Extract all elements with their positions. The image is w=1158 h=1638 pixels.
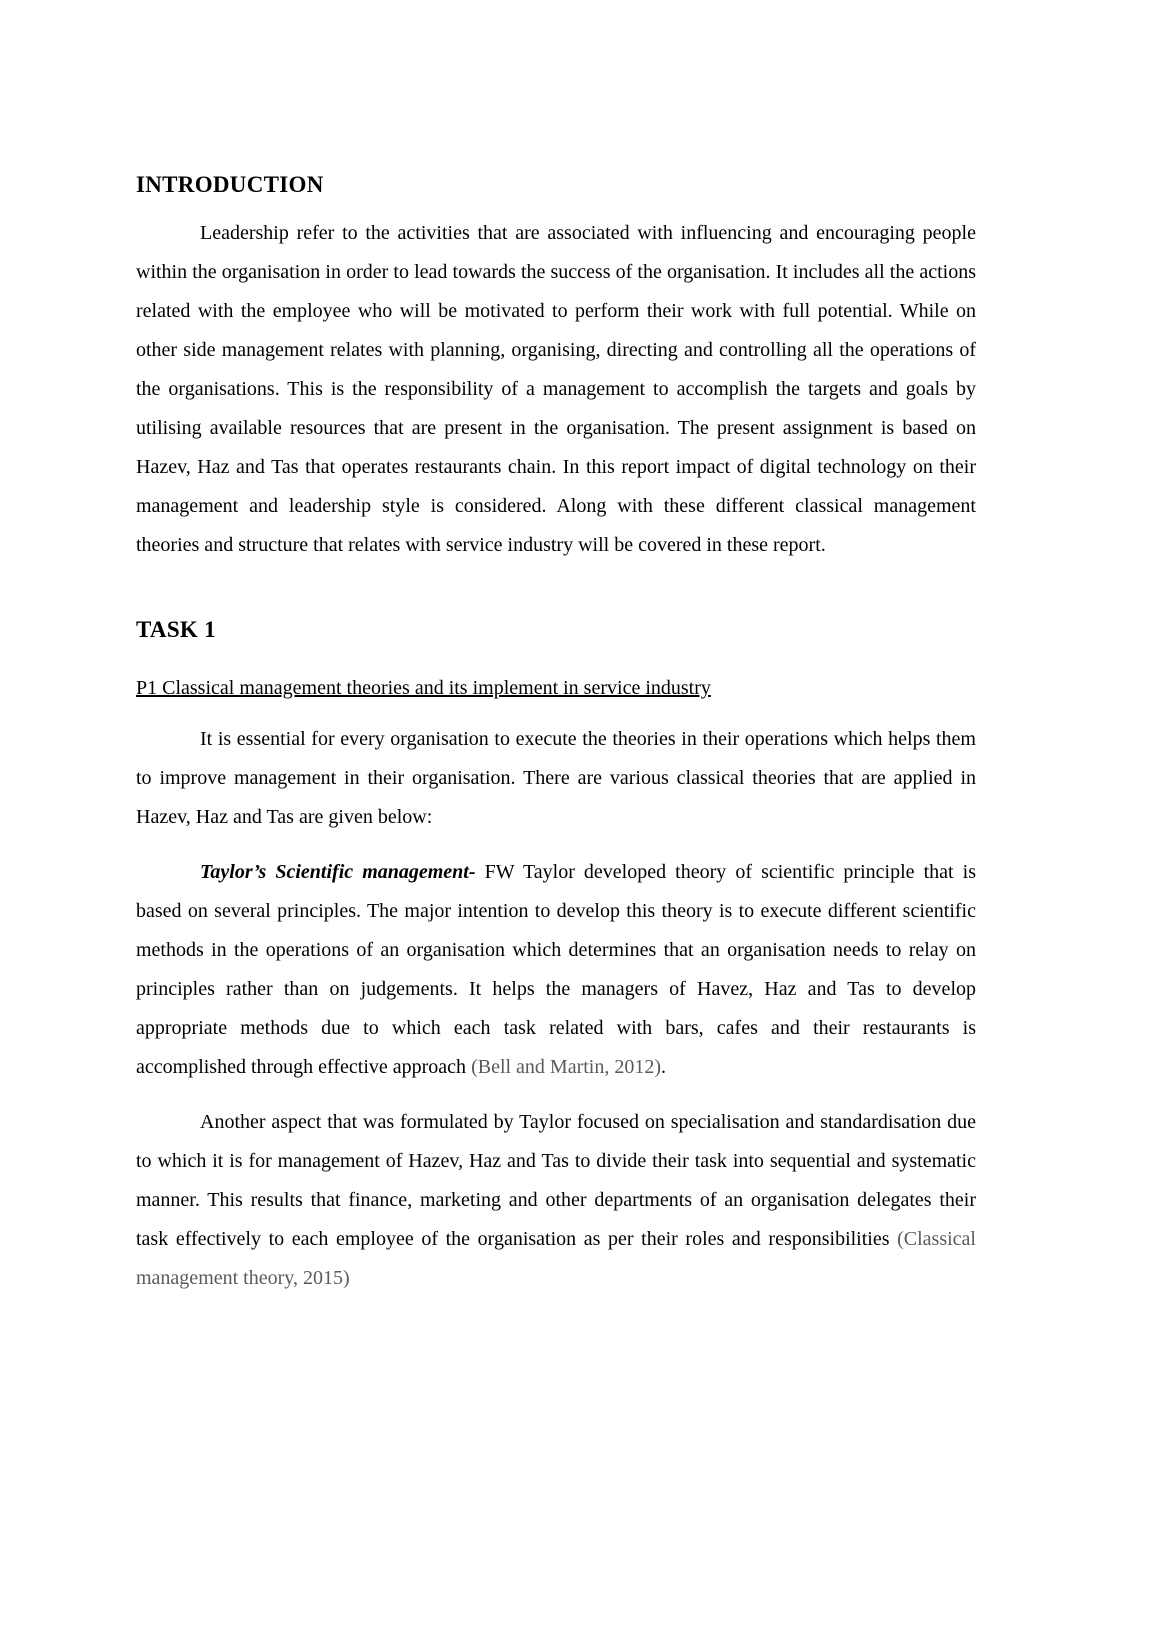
aspect-body-text: Another aspect that was formulated by Taylor focused on specialisation and standardisation due to which it is for management of Hazev, Haz and Tas to divide their task into sequential and systematic manner. This results that finance, marketing and other departments of an organisation delegates their task effectively to each employee of the organisation as per their roles and responsibilities xyxy=(136,1111,976,1250)
taylor-lead-text: Taylor’s Scientific management- xyxy=(200,861,476,883)
introduction-paragraph: Leadership refer to the activities that are associated with influencing and encouraging people within the organisation in order to lead towards the success of the organisation. It includes all the actions related with the employee who will be motivated to perform their work with full potential. While on other side management relates with planning, organising, directing and controlling all the operations of the organisations. This is the responsibility of a management to accomplish the targets and goals by utilising available resources that are present in the organisation. The present assignment is based on Hazev, Haz and Tas that operates restaurants chain. In this report impact of digital technology on their management and leadership style is considered. Along with these different classical management theories and structure that relates with service industry will be covered in these report. xyxy=(136,222,976,556)
citation-classical-management-theory: (Classical management theory, 2015) xyxy=(136,1228,976,1289)
subheading-p1-classical-theories: P1 Classical management theories and its implement in service industry xyxy=(136,677,711,699)
taylor-body-text: FW Taylor developed theory of scientific principle that is based on several principles. The major intention to develop this theory is to execute different scientific methods in the operations of an organisation which determines that an organisation needs to relay on principles rather than on judgements. It helps the managers of Havez, Haz and Tas to develop appropriate methods due to which each task related with bars, cafes and their restaurants is accomplished through effective approach xyxy=(136,861,976,1078)
heading-introduction: INTRODUCTION xyxy=(136,172,324,197)
p1-intro-paragraph: It is essential for every organisation to execute the theories in their operations which helps them to improve management in their organisation. There are various classical theories that are applied in Hazev, Haz and Tas are given below: xyxy=(136,728,976,828)
another-aspect-paragraph xyxy=(136,1103,976,1298)
taylor-period: . xyxy=(661,1056,667,1078)
citation-bell-martin: (Bell and Martin, 2012) xyxy=(471,1056,662,1078)
heading-task1: TASK 1 xyxy=(136,617,216,642)
taylor-scientific-paragraph xyxy=(136,853,976,1087)
